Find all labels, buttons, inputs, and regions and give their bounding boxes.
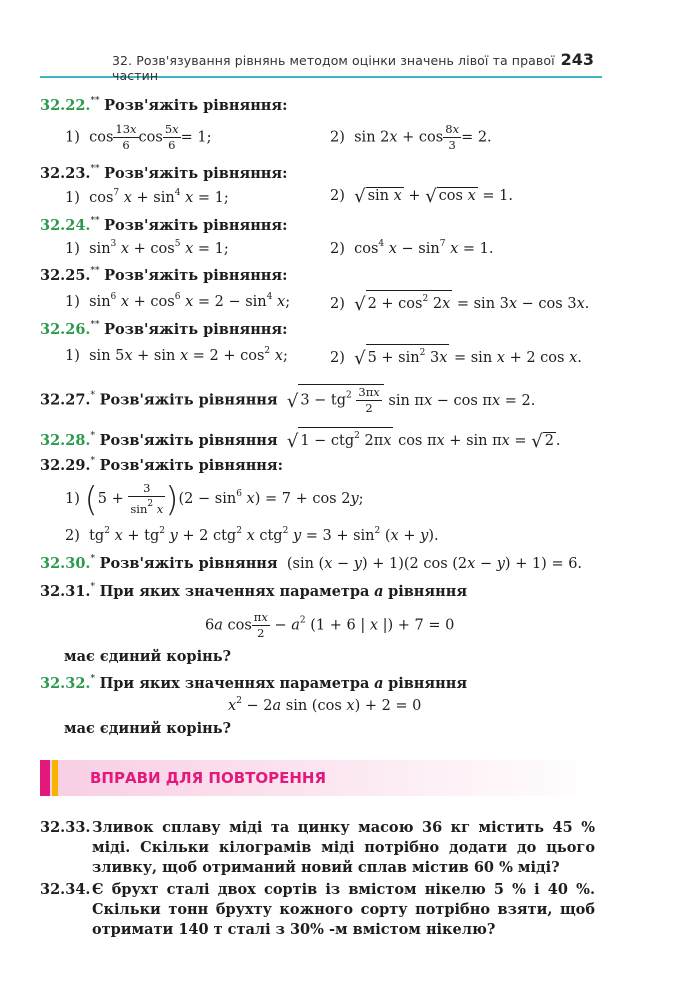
section-bar-yellow (52, 760, 58, 796)
eq-32-23-2: 2) √ sin x + √ cos x = 1. (330, 186, 513, 207)
task-32-25: 32.25.** Розв'яжіть рівняння: (40, 266, 288, 284)
task-32-31: 32.31.* При яких значеннях параметра a рівняння (40, 582, 468, 600)
eq-32-22-2: 2) sin 2x + cos $\frac{8x}{3}$ = 2. (330, 122, 492, 152)
eq-32-25-1: 1) $\sin^6 x + \cos^6 x = 2 - \sin^4 x$; (65, 292, 291, 310)
task-32-26: 32.26.** Розв'яжіть рівняння: (40, 320, 288, 338)
eq-32-24-1: 1) $\sin^3 x + \cos^5 x = 1$; (65, 239, 229, 257)
eq-32-26-1: 1) $\sin 5x + \sin x = 2 + \cos^2 x$; (65, 346, 288, 364)
eq-32-29-1: 1) (5 + $\frac{3}{\sin^2 x}$ )$(2 - \sin^6 x) = 7 + \cos 2y$; (65, 480, 364, 520)
chapter-title: 32. Розв'язування рівнянь методом оцінки значень лівої та правої частин (112, 53, 555, 83)
eq-32-26-2: 2) √ $5 + \sin^2 3x = \sin x + 2$ cos x. (330, 344, 582, 369)
section-title: ВПРАВИ ДЛЯ ПОВТОРЕННЯ (90, 769, 327, 787)
task-32-22: 32.22.** Розв'яжіть рівняння: (40, 96, 288, 114)
task-32-31-tail: має єдиний корінь? (64, 648, 232, 665)
running-header (40, 50, 602, 83)
task-32-27: 32.27.* Розв'яжіть рівняння √ $3 - tg^2$ $\frac{3\pi x}{2}$ sin πx − cos πx = 2. (40, 385, 536, 415)
task-32-32-tail: має єдиний корінь? (64, 720, 232, 737)
task-32-28: 32.28.* Розв'яжіть рівняння √ 1 − ctg$^2$ 2πx cos πx + sin πx = √ 2 . (40, 427, 561, 452)
eq-32-24-2: 2) $\cos^4 x - \sin^7 x = 1$. (330, 239, 494, 257)
task-32-32: 32.32.* При яких значеннях параметра a рівняння (40, 674, 468, 692)
task-32-24: 32.24.** Розв'яжіть рівняння: (40, 216, 288, 234)
task-32-34: 32.34. Є брухт сталі двох сортів із вмістом нікелю 5 % і 40 %. Скільки тонн брухту кожного сорту потрібно взяти, щоб отримати 140 т сталі з 30% -м вмістом нікелю? (40, 881, 595, 938)
task-32-29: 32.29.* Розв'яжіть рівняння: (40, 456, 283, 474)
eq-32-32: $x^2 - 2a$ sin (cos x) + 2 = 0 (228, 696, 422, 714)
task-32-30: 32.30.* Розв'яжіть рівняння (sin (x − y) + 1)(2 cos (2x − y) + 1) = 6. (40, 554, 583, 572)
task-32-33: 32.33. Зливок сплаву міді та цинку масою 36 кг містить 45 % міді. Скільки кілограмів міді потрібно додати до цього зливку, щоб отриманий новий сплав містив 60 % міді? (40, 819, 595, 876)
section-bar-pink (40, 760, 50, 796)
eq-32-22-1: 1) cos $\frac{13x}{6}$ cos $\frac{5x}{6}$ = 1; (65, 122, 212, 152)
task-32-23: 32.23.** Розв'яжіть рівняння: (40, 164, 288, 182)
page-number: 243 (560, 50, 594, 69)
eq-32-31: 6a cos $\frac{\pi x}{2}$ − $a^2$ (1 + 6 | x |) + 7 = 0 (205, 610, 455, 640)
eq-32-23-1: 1) $\cos^7 x + \sin^4 x = 1$; (65, 188, 229, 206)
eq-32-25-2: 2) √ $2 + \cos^2 2x = \sin 3x - \cos 3x$. (330, 290, 589, 315)
eq-32-29-2: 2) $tg^2$ $x + tg^2$ y + 2 ctg$^2$ x ctg$^2$ $y = 3 + \sin^2 (x + y)$. (65, 526, 439, 544)
